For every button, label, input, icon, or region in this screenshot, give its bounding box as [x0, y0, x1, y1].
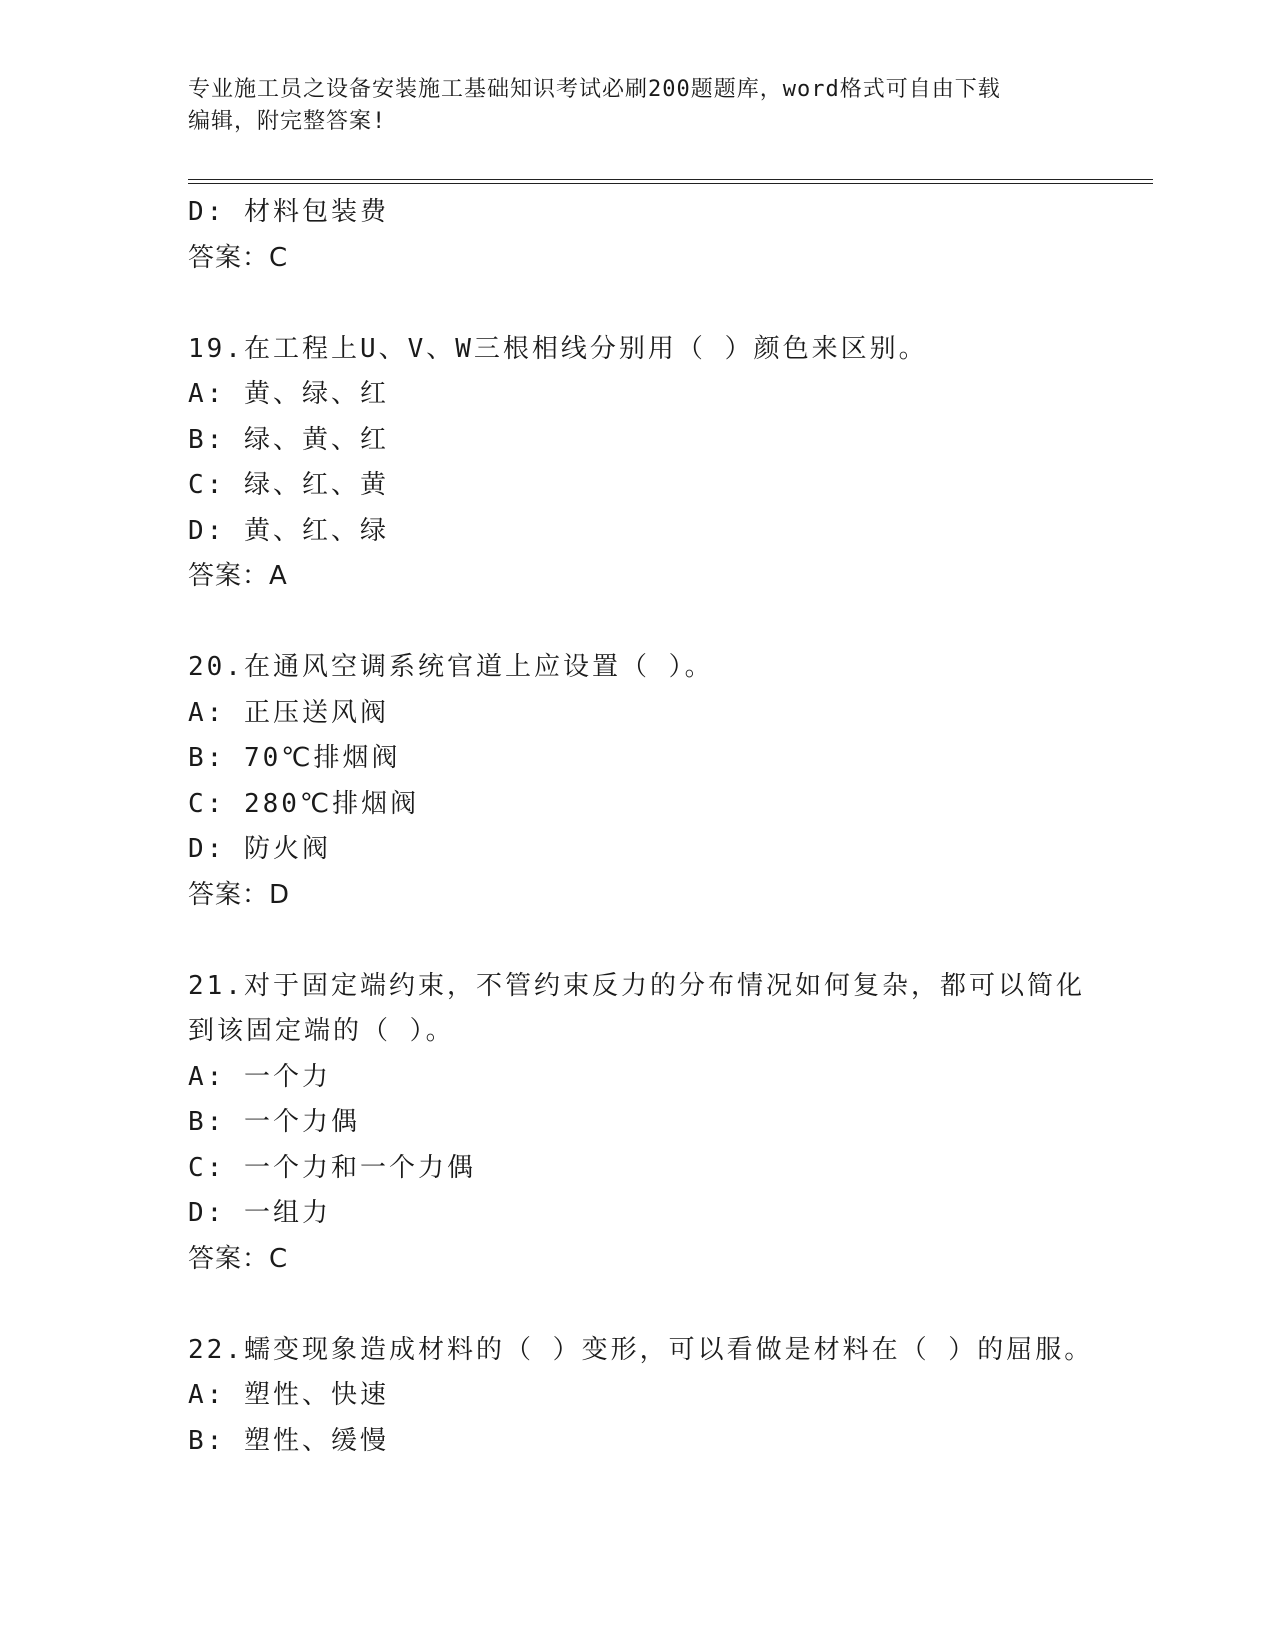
- spacer: [188, 281, 1088, 327]
- header-divider-top: [188, 179, 1153, 180]
- option-d: D: 防火阀: [188, 834, 331, 864]
- question-list: [188, 190, 1094, 1464]
- option-b: B: 绿、黄、红: [188, 424, 389, 455]
- option-c: C: 绿、红、黄: [188, 470, 389, 500]
- option-b: B: 一个力偶: [188, 1107, 360, 1137]
- option-b: B: 70℃排烟阀: [188, 743, 401, 773]
- question-stem: 22.蠕变现象造成材料的（ ）变形，可以看做是材料在（ ）的屈服。: [188, 1334, 1094, 1365]
- header-line-2: 编辑，附完整答案!: [188, 109, 387, 134]
- header-divider-bottom: [188, 183, 1153, 184]
- answer-line: 答案：A: [188, 561, 288, 591]
- question-stem: 20.在通风空调系统官道上应设置（ ）。: [188, 652, 714, 682]
- option-a: A: 一个力: [188, 1061, 331, 1092]
- question-19: [188, 327, 1088, 600]
- option-d: D: 材料包装费: [188, 197, 389, 227]
- option-b: B: 塑性、缓慢: [188, 1425, 389, 1456]
- question-21: [188, 964, 1088, 1283]
- spacer: [188, 600, 1088, 646]
- option-a: A: 正压送风阀: [188, 697, 389, 728]
- question-stem-line-1: 21.对于固定端约束，不管约束反力的分布情况如何复杂，都可以简化: [188, 970, 1085, 1001]
- answer-line: 答案：C: [188, 1243, 289, 1274]
- spacer: [188, 1282, 1088, 1328]
- question-stem-line-2: 到该固定端的（ ）。: [188, 1016, 455, 1046]
- spacer: [188, 918, 1088, 964]
- option-d: D: 黄、红、绿: [188, 515, 389, 546]
- question-20: [188, 645, 1088, 918]
- option-c: C: 一个力和一个力偶: [188, 1152, 476, 1183]
- option-d: D: 一组力: [188, 1198, 331, 1228]
- option-c: C: 280℃排烟阀: [188, 788, 420, 819]
- answer-line: 答案：D: [188, 879, 291, 910]
- option-a: A: 黄、绿、红: [188, 379, 389, 409]
- answer-line: 答案：C: [188, 242, 289, 273]
- option-a: A: 塑性、快速: [188, 1380, 389, 1410]
- header-line-1: 专业施工员之设备安装施工基础知识考试必刷200题题库，word格式可自由下载: [188, 77, 1001, 102]
- question-stem: 19.在工程上U、V、W三根相线分别用（ ）颜色来区别。: [188, 333, 928, 364]
- document-header: [188, 74, 1088, 138]
- question-22: [188, 1328, 1094, 1465]
